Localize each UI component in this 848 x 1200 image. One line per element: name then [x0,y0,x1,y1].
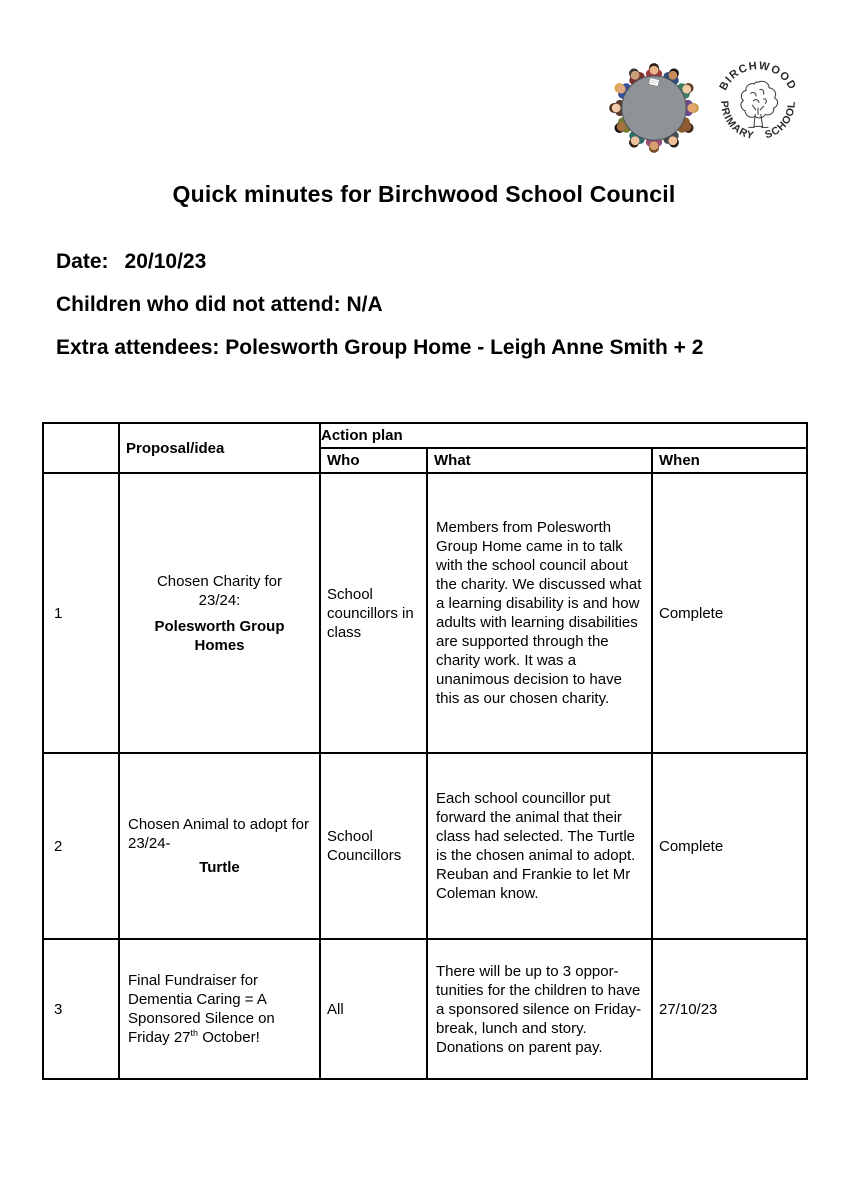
row-number-cell: 3 [43,939,119,1079]
header-logos [606,60,804,156]
proposal-cell [119,939,320,1079]
row-number-cell: 2 [43,753,119,939]
proposal-cell [119,473,320,753]
minutes-table [42,422,808,1080]
what-cell: Members from Polesworth Group Home came in to talk with the school council about the charity. We discussed what a learning disability is and how adults with learning disabilities are supported through the charity work. It was a unanimous decision to have this as our chosen charity. [427,473,652,753]
meta-attendees [56,332,728,364]
svg-text:BIRCHWOOD [717,61,798,93]
proposal-text: October! [198,1029,260,1046]
table-row [43,939,807,1079]
children-circle-logo-icon [606,60,702,156]
proposal-bold-text: Turtle [199,859,240,876]
col-action-plan-header: Action plan [320,423,807,448]
proposal-ordinal-suffix: th [190,1028,199,1038]
col-proposal-header: Proposal/idea [119,423,320,473]
school-logo-arc-top-text: BIRCHWOOD [717,61,799,93]
proposal-bold-text: Polesworth Group Homes [154,617,285,654]
proposal-text: Final Fundraiser for Dementia Caring = A Sponsored Silence on Friday 27 [128,972,275,1046]
col-when-header: When [652,448,807,473]
proposal-cell [119,753,320,939]
table-row [43,473,807,753]
col-what-header: What [427,448,652,473]
attendees-value: Polesworth Group Home - Leigh Anne Smith + 2 [219,336,704,359]
when-cell: Complete [652,473,807,753]
when-cell: 27/10/23 [652,939,807,1079]
school-logo-arc-bottom-text: PRIMARY SCHOOL [718,100,798,143]
svg-text:PRIMARY SCHOOL [718,100,798,142]
proposal-line: Chosen Charity for [156,572,283,590]
col-who-header: Who [320,448,427,473]
attendees-label: Extra attendees: [56,336,220,359]
what-cell: Each school councillor put forward the animal that their class had selected. The Turtle is the chosen animal to adopt. Reuban and Frankie to let Mr Coleman know. [427,753,652,939]
minutes-table-container [42,422,808,1080]
meta-date [56,246,728,278]
absent-label: Children who did not attend: [56,293,341,316]
meta-block [56,246,728,375]
who-cell: School Councillors [320,753,427,939]
date-value: 20/10/23 [124,250,207,273]
meta-absent [56,289,728,321]
table-row [43,753,807,939]
who-cell: School councillors in class [320,473,427,753]
what-cell: There will be up to 3 oppor-tunities for the children to have a sponsored silence on Friday- break, lunch and story. Donations on parent pay. [427,939,652,1079]
col-number-header [43,423,119,473]
row-number-cell: 1 [43,473,119,753]
when-cell: Complete [652,753,807,939]
proposal-line: 23/24: [198,591,241,609]
tree-sketch [741,81,778,127]
who-cell: All [320,939,427,1079]
date-label: Date: [56,250,109,273]
page-title: Quick minutes for Birchwood School Council [172,181,676,207]
school-tree-logo-icon [712,61,804,155]
proposal-line: Chosen Animal to adopt for 23/24- [128,816,309,852]
absent-value: N/A [340,293,383,316]
header-row-action-plan [43,423,807,448]
